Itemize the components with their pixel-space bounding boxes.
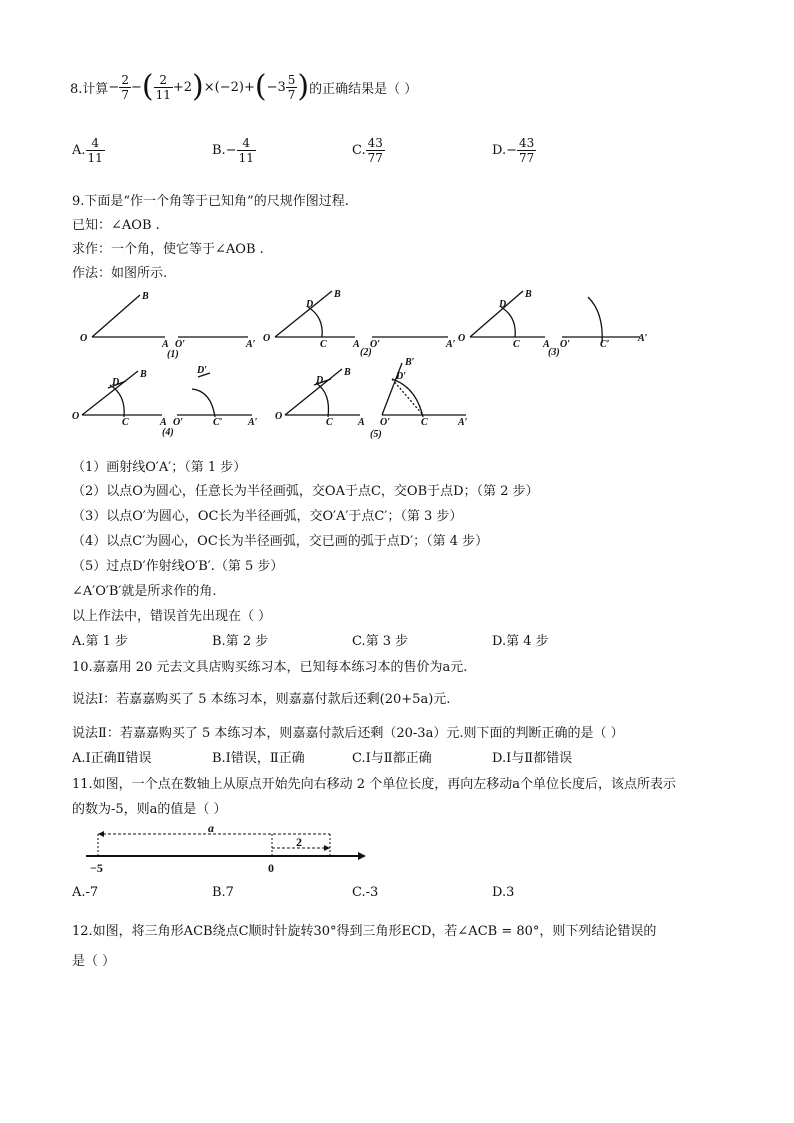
svg-text:B: B	[334, 289, 341, 300]
svg-text:D: D	[499, 299, 507, 310]
q8-mixed-fraction: $\frac{5}{7}$	[287, 72, 296, 102]
svg-text:O: O	[275, 411, 283, 422]
svg-text:B: B	[140, 369, 147, 380]
q8-fraction-2: $\frac{2}{11}$	[155, 72, 171, 102]
svg-text:B: B	[344, 367, 351, 378]
svg-text:A′: A′	[458, 417, 468, 428]
svg-text:B: B	[525, 289, 532, 300]
q10-option-d: D.Ⅰ与Ⅱ都错误	[492, 751, 573, 766]
svg-text:D: D	[316, 375, 324, 386]
svg-text:A′: A′	[638, 333, 648, 344]
q12-line2: 是（ ）	[72, 954, 116, 969]
fig-step5: (5)	[370, 429, 382, 440]
q8-option-d: D. − $\frac{43}{77}$	[492, 136, 535, 165]
svg-text:A′: A′	[246, 339, 256, 350]
q9-option-b: B.第 2 步	[212, 634, 269, 649]
q9-step-1: （1）画射线O′A′；（第 1 步）	[72, 460, 247, 475]
q9-step-5: （5）过点D′作射线O′B′.（第 5 步）	[72, 559, 284, 574]
svg-text:C: C	[122, 417, 129, 428]
q9-known: 已知：∠AOB .	[72, 218, 160, 233]
q9-step-4: （4）以点C′为圆心，OC长为半径画弧，交已画的弧于点D′；（第 4 步）	[72, 534, 489, 549]
q8-option-a: A. $\frac{4}{11}$	[72, 136, 103, 165]
fig-label-a: A	[162, 339, 169, 350]
q8-option-b: B. − $\frac{4}{11}$	[212, 136, 254, 165]
q9-find: 求作：一个角，使它等于∠AOB .	[72, 242, 264, 257]
svg-text:A: A	[543, 339, 550, 350]
fig-step2: (2)	[360, 347, 372, 358]
svg-text:C′: C′	[213, 417, 223, 428]
svg-text:A: A	[160, 417, 167, 428]
svg-text:B′: B′	[405, 357, 415, 368]
q9-step-2: （2）以点O为圆心，任意长为半径画弧，交OA于点C，交OB于点D；（第 2 步）	[72, 484, 539, 499]
q9-method: 作法：如图所示.	[72, 266, 168, 281]
q11-line1: 11.如图，一个点在数轴上从原点开始先向右移动 2 个单位长度，再向左移动a个单位长度后，该点所表示	[72, 777, 676, 792]
svg-text:D′: D′	[396, 371, 407, 382]
q11-option-c: C.-3	[352, 885, 379, 900]
svg-text:O: O	[263, 333, 271, 344]
q11-label-0: 0	[268, 861, 274, 875]
fig-label-o: O	[80, 333, 88, 344]
q10-option-c: C.Ⅰ与Ⅱ都正确	[352, 751, 432, 766]
svg-text:O′: O′	[380, 417, 391, 428]
q11-label-a: a	[208, 821, 214, 835]
q11-line2: 的数为-5，则a的值是（ ）	[72, 802, 227, 817]
svg-text:O′: O′	[175, 339, 186, 350]
svg-text:C: C	[326, 417, 333, 428]
q9-title: 9.下面是“作一个角等于已知角”的尺规作图过程.	[72, 194, 349, 209]
q11-label-neg5: −5	[90, 861, 103, 875]
q9-question: 以上作法中，错误首先出现在（ ）	[72, 609, 272, 624]
svg-text:O: O	[72, 411, 80, 422]
fig-step4: (4)	[162, 427, 174, 438]
svg-text:C: C	[421, 417, 428, 428]
svg-text:O′: O′	[370, 339, 381, 350]
q10-option-b: B.Ⅰ错误，Ⅱ正确	[212, 751, 305, 766]
q11-option-b: B.7	[212, 885, 234, 900]
svg-text:C: C	[320, 339, 327, 350]
q9-construction-figure	[70, 285, 670, 445]
q10-line1: 10.嘉嘉用 20 元去文具店购买练习本，已知每本练习本的售价为a元.	[72, 660, 468, 675]
q10-statement-2: 说法Ⅱ：若嘉嘉购买了 5 本练习本，则嘉嘉付款后还剩（20-3a）元.则下面的判断正确的是（ ）	[72, 726, 624, 741]
svg-text:A′: A′	[248, 417, 258, 428]
fig-step3: (3)	[548, 347, 560, 358]
q9-step-3: （3）以点O′为圆心，OC长为半径画弧，交O′A′于点C′；（第 3 步）	[72, 509, 463, 524]
svg-text:A: A	[358, 417, 365, 428]
svg-text:C: C	[513, 339, 520, 350]
q8-prefix: 8.计算	[70, 81, 109, 97]
q9-conclusion: ∠A′O′B′就是所求作的角.	[72, 584, 217, 599]
q9-option-c: C.第 3 步	[352, 634, 409, 649]
svg-text:D′: D′	[197, 365, 208, 376]
q8-option-c: C. $\frac{43}{77}$	[352, 136, 383, 165]
q11-label-2: 2	[296, 835, 302, 849]
q8-fraction-1: $\frac{2}{7}$	[121, 72, 129, 102]
svg-text:O′: O′	[560, 339, 571, 350]
q10-option-a: A.Ⅰ正确Ⅱ错误	[72, 751, 152, 766]
q8-suffix: 的正确结果是（ ）	[309, 81, 418, 97]
q11-option-d: D.3	[492, 885, 515, 900]
svg-text:C′: C′	[600, 339, 610, 350]
fig-label-b: B	[142, 291, 149, 302]
q9-option-d: D.第 4 步	[492, 634, 549, 649]
q12-line1: 12.如图，将三角形ACB绕点C顺时针旋转30°得到三角形ECD，若∠ACB = 80°，则下列结论错误的	[72, 924, 657, 939]
svg-text:O′: O′	[173, 417, 184, 428]
svg-text:O: O	[458, 333, 466, 344]
svg-text:D: D	[306, 299, 314, 310]
q8-expression: 8.计算 − $\frac{2}{7}$ − ( $\frac{2}{11}$ +2 ) ×(−2)+ ( −3 $\frac{5}{7}$ ) 的正确结果是（ ）	[70, 69, 418, 104]
q9-option-a: A.第 1 步	[72, 634, 129, 649]
q11-number-line	[80, 820, 370, 878]
q11-option-a: A.-7	[72, 885, 99, 900]
svg-text:D: D	[112, 377, 120, 388]
fig-step1: (1)	[167, 349, 179, 360]
svg-text:A: A	[353, 339, 360, 350]
q10-statement-1: 说法Ⅰ：若嘉嘉购买了 5 本练习本，则嘉嘉付款后还剩(20+5a)元.	[72, 692, 451, 707]
svg-text:A′: A′	[446, 339, 456, 350]
